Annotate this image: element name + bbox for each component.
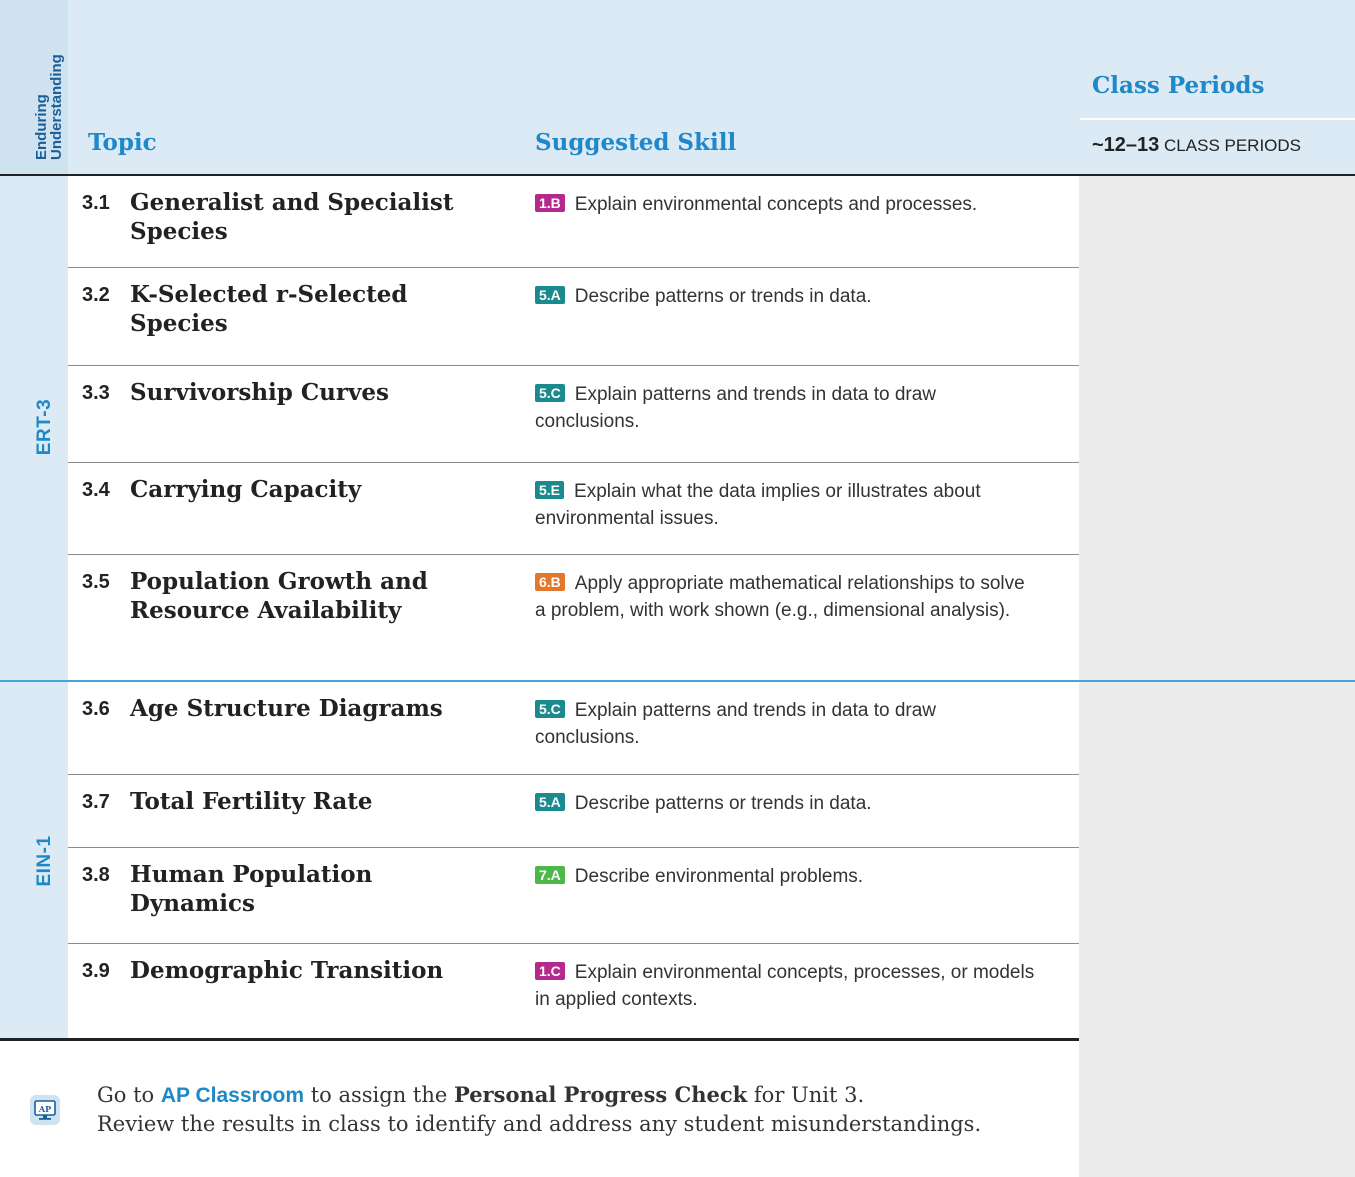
group-strip-ert-3 (0, 176, 68, 680)
skill-text (535, 959, 1035, 1013)
skill-badge: 5.A (535, 286, 565, 304)
topic-name: Human Population Dynamics (130, 861, 373, 917)
topic-title (82, 694, 502, 724)
topic-title (82, 787, 502, 817)
skill-description: Explain what the data implies or illustrates about environmental issues. (535, 481, 981, 529)
topic-title (82, 475, 502, 505)
note-text: to assign the (304, 1083, 454, 1107)
topic-title (82, 956, 502, 986)
skill-badge: 1.B (535, 194, 565, 212)
topic-name: Demographic Transition (130, 957, 444, 984)
class-periods-value: ~12–13 (1092, 134, 1160, 156)
topic-number: 3.8 (82, 864, 110, 886)
skill-description: Describe patterns or trends in data. (574, 793, 872, 814)
topic-number: 3.1 (82, 192, 110, 214)
topic-name: Population Growth and Resource Availability (130, 568, 428, 624)
skill-description: Explain patterns and trends in data to draw conclusions. (535, 700, 937, 748)
skill-badge: 7.A (535, 866, 565, 884)
topic-number: 3.6 (82, 698, 110, 720)
progress-check-note (97, 1080, 1077, 1139)
topic-name: Age Structure Diagrams (130, 695, 443, 722)
topic-name: Generalist and Specialist Species (130, 189, 454, 245)
note-line2: Review the results in class to identify and address any student misunderstandings. (97, 1112, 982, 1136)
table-row (68, 463, 1079, 555)
skill-badge: 5.C (535, 700, 565, 718)
note-text: for Unit 3. (747, 1083, 865, 1107)
table-row (68, 944, 1079, 1038)
table-row (68, 848, 1079, 944)
skill-description: Explain environmental concepts, processes, or models in applied contexts. (535, 962, 1035, 1010)
skill-badge: 6.B (535, 573, 565, 591)
note-text: Go to (97, 1083, 161, 1107)
skill-badge: 5.A (535, 793, 565, 811)
enduring-understanding-header (34, 0, 64, 160)
topic-number: 3.2 (82, 284, 110, 306)
class-periods-count (1092, 134, 1301, 157)
group-code-ein-1: EIN-1 (34, 835, 55, 887)
topic-name: K-Selected r-Selected Species (130, 281, 408, 337)
topic-title (82, 567, 502, 625)
table-row (68, 682, 1079, 775)
table-row (68, 268, 1079, 366)
enduring-label-line2: Understanding (48, 54, 65, 160)
topic-title (82, 860, 502, 918)
class-periods-unit: CLASS PERIODS (1164, 136, 1302, 155)
class-periods-header: Class Periods (1092, 72, 1265, 99)
skill-description: Apply appropriate mathematical relationships to solve a problem, with work shown (e.g., dimensional analysis). (535, 573, 1025, 621)
skill-text (535, 381, 1035, 435)
topic-number: 3.9 (82, 960, 110, 982)
skill-text (535, 283, 1035, 310)
topic-number: 3.3 (82, 382, 110, 404)
skill-badge: 5.C (535, 384, 565, 402)
table-row (68, 775, 1079, 848)
topic-name: Total Fertility Rate (130, 788, 373, 815)
table-row (68, 555, 1079, 680)
note-line1 (97, 1080, 1077, 1110)
skill-description: Explain patterns and trends in data to draw conclusions. (535, 384, 937, 432)
topic-column-header: Topic (88, 129, 157, 156)
ap-classroom-icon (30, 1095, 60, 1125)
skill-badge: 5.E (535, 481, 564, 499)
class-periods-divider (1080, 118, 1355, 120)
topic-number: 3.7 (82, 791, 110, 813)
topic-name: Carrying Capacity (130, 476, 362, 503)
topic-name: Survivorship Curves (130, 379, 389, 406)
class-periods-column (1079, 176, 1355, 1177)
topic-title (82, 378, 502, 408)
topic-number: 3.5 (82, 571, 110, 593)
svg-text:AP: AP (38, 1104, 52, 1114)
skill-text (535, 570, 1035, 624)
ap-classroom-link[interactable]: AP Classroom (160, 1084, 305, 1107)
skill-text (535, 191, 1035, 218)
topic-title (82, 280, 502, 338)
table-row (68, 176, 1079, 268)
skill-text (535, 697, 1035, 751)
skill-description: Explain environmental concepts and processes. (574, 194, 978, 215)
skill-text (535, 863, 1035, 890)
skill-description: Describe environmental problems. (574, 866, 864, 887)
skill-description: Describe patterns or trends in data. (574, 286, 872, 307)
skill-badge: 1.C (535, 962, 565, 980)
group-code-ert-3: ERT-3 (34, 398, 55, 456)
skill-text (535, 790, 1035, 817)
topic-title (82, 188, 502, 246)
skill-text (535, 478, 1035, 532)
group-strip-ein-1 (0, 682, 68, 1038)
enduring-label-line1: Enduring (33, 94, 50, 160)
topic-number: 3.4 (82, 479, 110, 501)
table-bottom-rule (0, 1038, 1079, 1041)
personal-progress-check-label: Personal Progress Check (453, 1082, 748, 1107)
suggested-skill-column-header: Suggested Skill (535, 129, 737, 156)
table-row (68, 366, 1079, 463)
